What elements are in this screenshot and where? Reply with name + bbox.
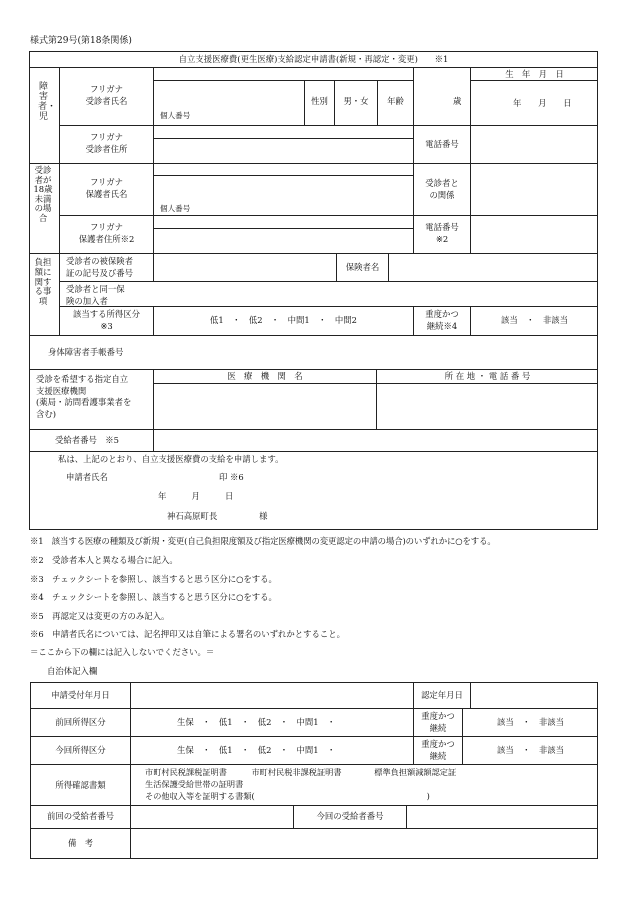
office-section-title: 自治体記入欄	[47, 666, 98, 676]
receipt-date-label: 申請受付年月日	[51, 690, 110, 700]
income-class-options[interactable]: 低1 ・ 低2 ・ 中間1 ・ 中間2	[210, 315, 357, 325]
curr-severe-options[interactable]: 該当 ・ 非該当	[497, 745, 564, 755]
birth-date-header: 生 年 月 日	[505, 69, 564, 79]
relation-field[interactable]	[471, 164, 598, 215]
patient-phone-field[interactable]	[471, 126, 598, 163]
curr-income-options[interactable]: 生保 ・ 低1 ・ 低2 ・ 中間1 ・	[177, 745, 336, 755]
insurance-number-label: 受診者の被保険者 証の記号及び番号	[66, 256, 133, 278]
application-date-field[interactable]: 年 月 日	[158, 491, 234, 501]
guardian-name-label: フリガナ 保護者氏名	[85, 177, 128, 199]
severe-continuing-options[interactable]: 該当 ・ 非該当	[501, 315, 568, 325]
severe-continuing-label: 重度かつ 継続※4	[425, 309, 459, 331]
prev-income-options[interactable]: 生保 ・ 低1 ・ 低2 ・ 中間1 ・	[177, 717, 336, 727]
patient-phone-label: 電話番号	[425, 139, 459, 149]
receipt-date-field[interactable]	[131, 683, 413, 708]
form-number: 様式第29号(第18条関係)	[30, 36, 132, 46]
insurance-number-field[interactable]	[154, 254, 336, 281]
patient-address-field[interactable]	[154, 139, 413, 163]
seal-label: 印 ※6	[219, 472, 244, 482]
address-phone-header: 所 在 地 ・ 電 話 番 号	[444, 371, 531, 381]
medical-institution-header: 医 療 機 関 名	[227, 371, 303, 381]
income-docs-list[interactable]: 市町村民税課税証明書 市町村民税非課税証明書 標準負担額減額認定証 生活保護受給世帯の証明書 その他収入等を証明する書類( )	[145, 767, 457, 802]
prev-income-label: 前回所得区分	[55, 717, 106, 727]
remarks-field[interactable]	[131, 829, 598, 859]
patient-name-label: フリガナ 受診者氏名	[85, 84, 128, 106]
approval-date-field[interactable]	[471, 683, 598, 708]
curr-recipient-field[interactable]	[407, 806, 598, 828]
applicant-name-field[interactable]	[120, 470, 215, 484]
note-1: ※1 該当する医療の種類及び新規・変更(自己負担限度額及び指定医療機関の変更認定の申請の場合)のいずれかに○をする。	[30, 536, 496, 546]
age-label: 年齢	[387, 96, 404, 106]
note-3: ※3 チェックシートを参照し、該当すると思う区分に○をする。	[30, 574, 277, 584]
sex-options[interactable]: 男・女	[343, 96, 369, 106]
curr-severe-label: 重度かつ 継続	[421, 739, 455, 761]
patient-section-label: 障害者・児	[38, 82, 57, 122]
guardian-address-field[interactable]	[154, 229, 413, 253]
note-4: ※4 チェックシートを参照し、該当すると思う区分に○をする。	[30, 592, 277, 602]
form-title: 自立支援医療費(更生医療)支給認定申請書(新規・再認定・変更) ※1	[178, 54, 449, 64]
insurer-label: 保険者名	[345, 262, 380, 272]
note-5: ※5 再認定又は変更の方のみ記入。	[30, 611, 170, 621]
disability-book-field[interactable]	[154, 336, 598, 369]
birth-date-field[interactable]: 年 月 日	[513, 98, 572, 108]
guardian-name-field[interactable]	[154, 176, 413, 215]
approval-date-label: 認定年月日	[421, 690, 463, 700]
prev-severe-label: 重度かつ 継続	[421, 711, 455, 733]
age-unit: 歳	[453, 96, 462, 106]
addressee: 神石高原町長 様	[167, 511, 268, 521]
applicant-name-label: 申請者氏名	[66, 472, 108, 482]
prev-severe-options[interactable]: 該当 ・ 非該当	[497, 717, 564, 727]
patient-address-label: フリガナ 受診者住所	[85, 132, 128, 154]
patient-name-kana-field[interactable]	[154, 68, 304, 80]
note-6: ※6 申請者氏名については、記名押印又は自筆による署名のいずれかとすること。	[30, 629, 346, 639]
insurer-field[interactable]	[389, 254, 598, 281]
same-insurance-label: 受診者と同一保 険の加入者	[66, 284, 125, 306]
curr-recipient-label: 今回の受給者番号	[316, 811, 384, 821]
guardian-address-label: フリガナ 保護者住所※2	[78, 222, 135, 244]
recipient-number-label: 受給者番号 ※5	[55, 435, 119, 445]
relation-label: 受診者と の関係	[425, 178, 459, 200]
medical-institution-field[interactable]	[154, 384, 376, 429]
sex-label: 性別	[311, 96, 328, 106]
curr-income-label: 今回所得区分	[55, 745, 106, 755]
recipient-number-field[interactable]	[154, 430, 598, 451]
burden-section-label: 負担額に関する事項	[34, 257, 52, 307]
remarks-label: 備 考	[67, 838, 94, 848]
income-class-label: 該当する所得区分 ※3	[73, 309, 140, 331]
note-2: ※2 受診者本人と異なる場合に記入。	[30, 555, 178, 565]
minor-section-label: 受診者が18歳未満の場合	[33, 165, 53, 223]
same-insurance-field[interactable]	[154, 282, 598, 306]
prev-recipient-label: 前回の受給者番号	[47, 811, 114, 821]
income-docs-label: 所得確認書類	[55, 780, 106, 790]
patient-individual-number-label: 個人番号	[160, 111, 191, 120]
disability-book-label: 身体障害者手帳番号	[48, 347, 124, 357]
prev-recipient-field[interactable]	[131, 806, 293, 828]
guardian-phone-field[interactable]	[471, 216, 598, 253]
cutoff-line: ＝ここから下の欄には記入しないでください。＝	[30, 647, 215, 657]
institution-address-field[interactable]	[377, 384, 598, 429]
guardian-phone-label: 電話番号 ※2	[425, 222, 459, 244]
guardian-individual-number-label: 個人番号	[160, 204, 191, 213]
facility-label: 受診を希望する指定自立 支援医療機関 (薬局・訪問看護事業者を 含む)	[36, 374, 132, 419]
declaration-text: 私は、上記のとおり、自立支援医療費の支給を申請します。	[58, 454, 284, 464]
